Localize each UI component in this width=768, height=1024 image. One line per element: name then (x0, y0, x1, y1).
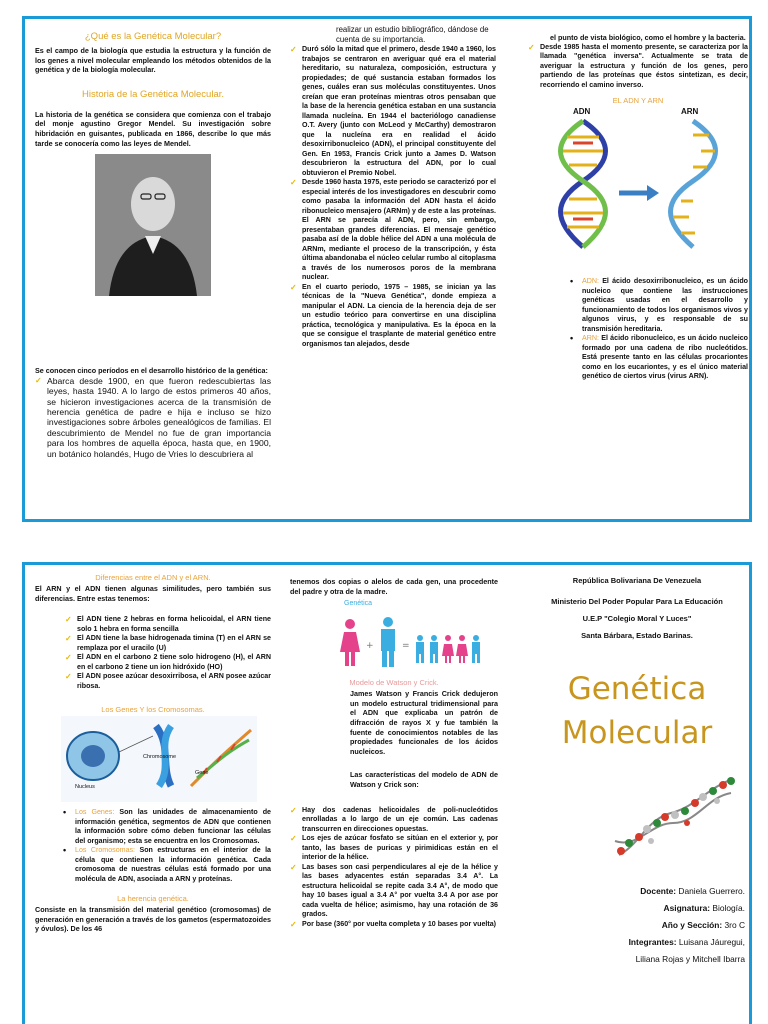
list-item: ✓ Desde 1960 hasta 1975, este periodo se caracterizó por el especial interés de los investigadores en descubrir como como pasaba la información del ADN hasta el ácido ribonucleico mensajero (ARNm) y de este a las proteínas. El ARN se parecía al ADN, pero, sin embargo, presentaban grandes diferencias. El mensaje genético pasaba así de la doble hélice del ADN a una molécula de ARNm, mediante el proceso de la transcripción, y ésta última abandonaba el núcleo celular rumbo al citoplasma a través de los numerosos poros de la membrana nuclear. (290, 178, 496, 281)
para-cinco-periodos: Se conocen cinco períodos en el desarrollo histórico de la genética: (35, 366, 268, 376)
bullet-icon: • (570, 333, 574, 344)
para-continuacion: realizar un estudio bibliográfico, dándose de cuenta de su importancia. (336, 25, 489, 44)
periodos-list-3 (528, 43, 748, 91)
checkmark-icon: ✓ (65, 615, 72, 625)
checkmark-icon: ✓ (290, 805, 297, 815)
periodos-list-2 (290, 45, 496, 349)
checkmark-icon: ✓ (35, 375, 42, 385)
dna-rna-helix-icon (543, 107, 733, 259)
mendel-portrait-image (95, 154, 211, 296)
family-figures-icon (336, 600, 486, 676)
list-item: • Los Genes: Son las unidades de almacenamiento de información genética, segmentos de ADN que contienen la información sobre cómo deben funcionar las células del organismo; esta se encuentra en los Cromosomas. (63, 807, 271, 845)
portrait-icon (95, 154, 211, 296)
para-continuacion-2: el punto de vista biológico, como el hombre y la bacteria. (550, 33, 746, 42)
heading-watson-crick: Modelo de Watson y Crick. (349, 678, 439, 688)
label-chromosome: Chromosome (143, 754, 177, 761)
checkmark-icon: ✓ (290, 178, 297, 187)
asignatura-line: Asignatura: Biología. (663, 903, 745, 913)
label-arn: ARN (681, 107, 699, 117)
integrantes-line: Integrantes: Luisana Jáuregui, (628, 937, 745, 947)
para-alelos: tenemos dos copias o alelos de cada gen, una procedente del padre y otra de la madre. (290, 577, 498, 596)
header-colegio: U.E.P "Colegio Moral Y Luces" (582, 614, 692, 623)
list-item: ✓ Desde 1985 hasta el momento presente, se caracteriza por la llamada "genética inversa". Actualmente se trata de averiguar la estructura y función de los genes, pero partiendo de las proteínas que éstos sintetizan, es decir, recorriendo el camino inverso. (528, 42, 748, 89)
para-watson-crick: James Watson y Francis Crick dedujeron un modelo estructural tridimensional para el ADN que explicaba un patrón de difracción de rayos X y fue también la fuente de conocimientos notables de las propiedades funcionales de los ácidos nucleicos. (350, 689, 498, 756)
page1-column-1 (35, 19, 271, 519)
heading-diferencias: Diferencias entre el ADN y el ARN. (95, 573, 211, 582)
header-ministerio: Ministerio Del Poder Popular Para La Educación (551, 597, 723, 606)
checkmark-icon: ✓ (290, 919, 297, 929)
dna-molecule-icon (599, 771, 749, 863)
heading-historia: Historia de la Genética Molecular. (81, 88, 225, 100)
page2-column-1 (35, 565, 271, 1024)
caracteristicas-list (290, 806, 498, 930)
diferencias-list (35, 615, 271, 691)
definiciones-list (528, 277, 748, 382)
page1-column-3 (528, 19, 748, 519)
heading-herencia: La herencia genética. (117, 894, 189, 904)
checkmark-icon: ✓ (290, 45, 297, 54)
page2-column-2 (290, 565, 498, 1024)
list-item: ✓ Las bases son casi perpendiculares al eje de la hélice y las bases adyacentes están separadas 3.4 A°. La estructura helicoidal se repite cada 3.4 A°, de modo que hay 10 bases igual a 3.4 A° por vuelta 3.4 A por ase por cada vuelta de hélice; asimismo, hay una rotación de 36 grados. (290, 862, 498, 919)
checkmark-icon: ✓ (290, 282, 297, 292)
label-genetica: Genética (344, 600, 373, 608)
checkmark-icon: ✓ (290, 834, 297, 844)
checkmark-icon: ✓ (65, 653, 72, 663)
credits-block (525, 883, 749, 968)
list-item: ✓ Hay dos cadenas helicoidales de poli-nucleótidos enrolladas a lo largo de un eje común. Las cadenas transcurren en direcciones opuestas. (290, 805, 498, 833)
svg-text:+: + (366, 641, 374, 652)
heading-que-es: ¿Qué es la Genética Molecular? (84, 31, 222, 42)
heading-adn-arn: EL ADN Y ARN (612, 96, 664, 106)
para-caracteristicas: Las características del modelo de ADN de Watson y Crick son: (350, 770, 498, 789)
brochure-page-1 (22, 16, 752, 522)
para-definicion: Es el campo de la biología que estudia la estructura y la función de los genes a nivel molecular empleando los métodos obtenidos de la genética y de la biología molecular. (35, 46, 271, 75)
anio-seccion-line: Año y Sección: 3ro C (661, 920, 745, 930)
genes-cromosomas-list (35, 808, 271, 884)
list-item: • ADN: El ácido desoxirribonucleico, es un ácido nucleico que contiene las instrucciones genéticas usadas en el desarrollo y funcionamiento de todos los organismos vivos y algunos virus, y es responsable de su transmisión hereditaria. (570, 276, 748, 333)
list-item: ✓ Abarca desde 1900, en que fueron redescubiertas las leyes, hasta 1940. A lo largo de estos primeros 40 años, se hicieron investigaciones acerca de la transmisión de herencia genética de padre e hija e incluso se hizo investigaciones sobre árboles genealógicos de familias. El descubrimiento de Mendel no fue de gran importancia para los hombres de aquella época, hasta que, en 1900, un botánico holandés, Hugo de Vries lo descubriera al (35, 375, 271, 459)
svg-text:=: = (402, 641, 410, 652)
para-historia: La historia de la genética se considera que comienza con el trabajo del monje agustino Gregor Mendel. Su investigación sobre hibridación en guisantes, publicada en 1866, describe lo que más tarde se conocería como las leyes de Mendel. (35, 109, 271, 148)
genetica-family-image (336, 600, 486, 676)
para-diferencias: El ARN y el ADN tienen algunas similitudes, pero también sus diferencias. Entre estas tenemos: (35, 584, 271, 603)
brochure-page-2 (22, 562, 752, 1024)
label-nucleus: Nucleus (75, 784, 95, 791)
list-item: • Los Cromosomas: Son estructuras en el interior de la célula que contienen la información genética. Cada cromosoma de nuestras células está formado por una molécula de ADN, asociada a ARN y proteínas. (63, 845, 271, 883)
checkmark-icon: ✓ (65, 634, 72, 644)
list-item: ✓ Por base (360° por vuelta completa y 10 bases por vuelta) (290, 919, 497, 929)
checkmark-icon: ✓ (528, 42, 535, 52)
list-item: ✓ En el cuarto periodo, 1975 – 1985, se inician ya las técnicas de la "Nueva Genética", donde empieza a manipular el ADN. La ciencia de la herencia deja de ser un estudio teórico para convertirse en una disciplina práctica, tecnológica y manipulativa. Es la época en la que se consigue el trasplante de material genético entre organismos tan alejados, desde (290, 282, 496, 348)
heading-genes-cromosomas: Los Genes Y los Cromosomas. (101, 705, 205, 715)
bullet-icon: • (63, 807, 67, 818)
label-adn: ADN (573, 107, 591, 117)
integrantes-line-2: Liliana Rojas y Mitchell Ibarra (635, 954, 745, 964)
header-ubicacion: Santa Bárbara, Estado Barinas. (581, 631, 693, 640)
label-gene: Gene (195, 770, 209, 777)
list-item: ✓ El ADN posee azúcar desoxirribosa, el ARN posee azúcar ribosa. (65, 672, 271, 690)
bullet-icon: • (63, 845, 67, 856)
list-item: ✓ El ADN en el carbono 2 tiene solo hidrogeno (H), el ARN en el carbono 2 tiene un ion hidróxido (HO) (65, 653, 271, 671)
periodos-list (35, 376, 271, 459)
page1-column-2 (290, 19, 496, 519)
bullet-icon: • (570, 276, 574, 287)
para-herencia: Consiste en la transmisión del material genético (cromosomas) de generación en generación a través de los gametos (espermatozoides y óvulos). De los 46 (35, 905, 271, 934)
cover-title-genetica: Genética (567, 671, 707, 707)
adn-arn-image (543, 107, 733, 259)
checkmark-icon: ✓ (65, 672, 72, 682)
docente-line: Docente: Daniela Guerrero. (640, 886, 745, 896)
cover-title-molecular: Molecular (561, 715, 713, 751)
chromosome-image (61, 716, 257, 802)
header-republica: República Bolivariana De Venezuela (572, 576, 702, 585)
list-item: ✓ Duró sólo la mitad que el primero, desde 1940 a 1960, los trabajos se centraron en averiguar qué era el material hereditario, su naturaleza, composición, estructura y propiedades; de qué sustancia estaban formados los genes, cuáles eran sus moléculas constituyentes. Unos creían que eran proteínas mientras otros pensaban que la base de la herencia genética estaban en una sustancia llamada nucleína. En 1944 el bacteriólogo canadiense O.T. Avery (junto con McLeod y McCarthy) demostraron que la nucleína era en realidad el ácido desoxirribonucleico (ADN), el principal constituyente del Gen. En 1953, Francis Crick junto a James D. Watson descubrieron la estructura del ADN, por lo cual obtuvieron el Premio Nobel. (290, 45, 496, 177)
list-item: ✓ Los ejes de azúcar fosfato se sitúan en el exterior y, por tanto, las bases de puricas y pirimidicas están en el interior de la hélice. (290, 834, 498, 862)
page2-column-3 (525, 565, 749, 1024)
list-item: ✓ El ADN tiene la base hidrogenada timina (T) en el ARN se remplaza por el uracilo (U) (65, 634, 271, 652)
list-item: ✓ El ADN tiene 2 hebras en forma helicoidal, el ARN tiene solo 1 hebra en forma sencilla (65, 615, 271, 633)
dna-molecule-image (599, 771, 749, 863)
list-item: • ARN: El ácido ribonucleico, es un ácido nucleico formado por una cadena de ribo nucleótidos. Está presente tanto en las células procariontes como en los eucariontes, y es el único material genético de ciertos virus (virus ARN). (570, 333, 748, 381)
checkmark-icon: ✓ (290, 862, 297, 872)
